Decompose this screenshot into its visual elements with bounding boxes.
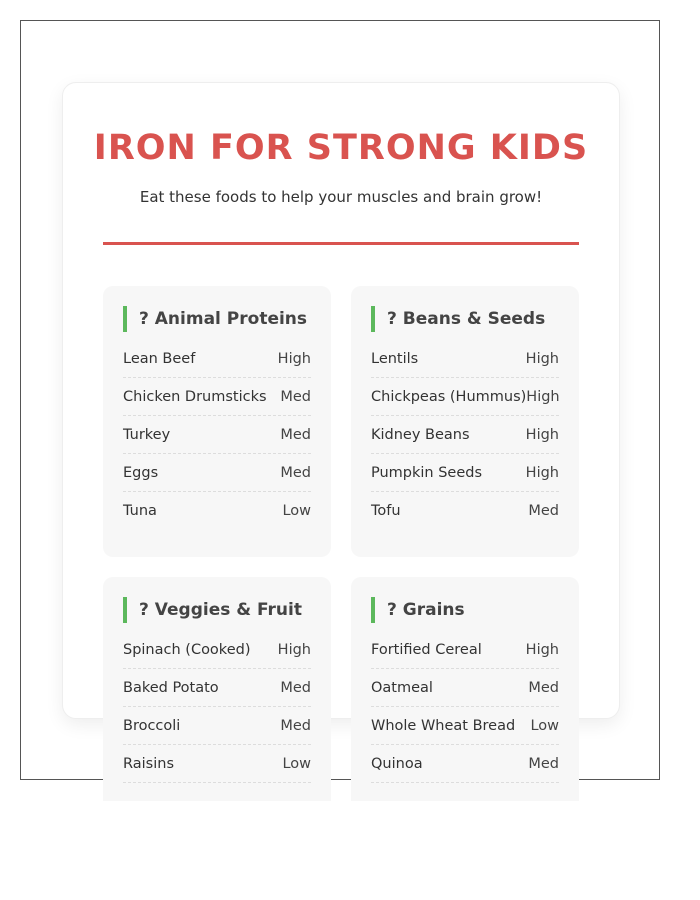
iron-level: High [525,464,559,481]
section-title: ? Beans & Seeds [371,306,559,332]
iron-level: Med [528,502,559,519]
section-grains [351,577,579,801]
iron-level: High [526,388,560,405]
food-row [123,454,311,492]
food-row [371,707,559,745]
food-name: Eggs [123,464,159,481]
iron-level: Med [528,679,559,696]
food-name: Chickpeas (Hummus) [371,388,527,405]
food-row [123,378,311,416]
food-row [371,378,559,416]
food-name: Tuna [123,502,157,519]
section-beans-seeds [351,286,579,557]
section-animal-proteins [103,286,331,557]
food-row [371,631,559,669]
iron-level: Med [280,388,311,405]
food-row [123,707,311,745]
iron-level: High [525,641,559,658]
iron-level: Low [282,502,311,519]
food-name: Quinoa [371,755,423,772]
iron-level: Med [528,755,559,772]
food-name: Kidney Beans [371,426,470,443]
iron-level: Med [280,679,311,696]
iron-level: Med [280,464,311,481]
iron-level: Med [280,717,311,734]
section-title: ? Animal Proteins [123,306,311,332]
food-row [123,416,311,454]
food-row [371,454,559,492]
food-name: Raisins [123,755,174,772]
food-name: Baked Potato [123,679,219,696]
iron-level: High [277,641,311,658]
iron-level: Med [280,426,311,443]
food-row [123,492,311,529]
iron-level: Low [530,717,559,734]
food-name: Whole Wheat Bread [371,717,516,734]
food-name: Chicken Drumsticks [123,388,267,405]
food-name: Pumpkin Seeds [371,464,483,481]
food-row [123,340,311,378]
page-subtitle: Eat these foods to help your muscles and brain grow! [139,188,543,206]
food-name: Lentils [371,350,419,367]
iron-level: Low [282,755,311,772]
section-title: ? Grains [371,597,559,623]
food-row [371,416,559,454]
food-row [123,745,311,783]
food-name: Broccoli [123,717,181,734]
food-row [123,669,311,707]
food-row [371,340,559,378]
food-name: Oatmeal [371,679,433,696]
iron-level: High [277,350,311,367]
section-title: ? Veggies & Fruit [123,597,311,623]
food-name: Spinach (Cooked) [123,641,251,658]
food-name: Turkey [123,426,171,443]
page-title: IRON FOR STRONG KIDS [93,128,589,168]
section-veggies-fruit [103,577,331,801]
food-row [123,631,311,669]
food-row [371,745,559,783]
food-name: Tofu [371,502,401,519]
iron-level: High [525,350,559,367]
food-name: Fortified Cereal [371,641,482,658]
food-row [371,669,559,707]
title-divider [103,242,579,245]
food-row [371,492,559,529]
food-name: Lean Beef [123,350,196,367]
iron-level: High [525,426,559,443]
